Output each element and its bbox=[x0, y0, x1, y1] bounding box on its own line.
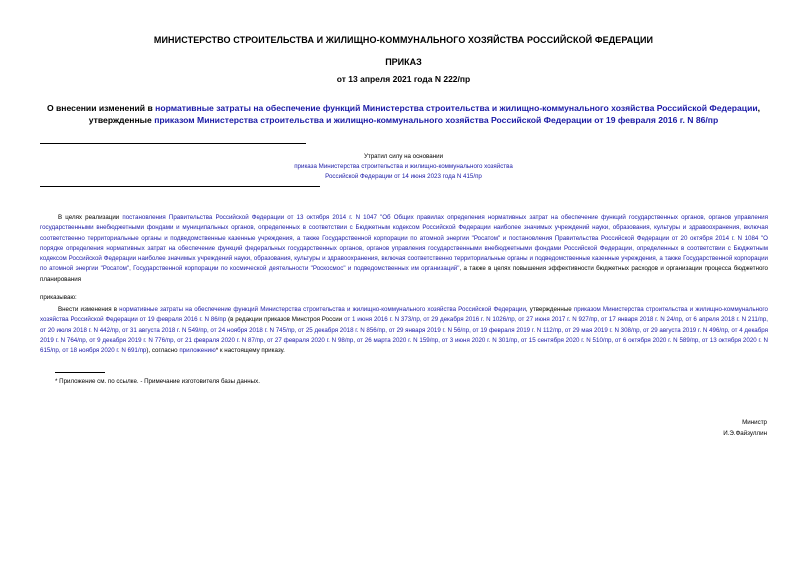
title-link-order[interactable]: приказом Министерства строительства и жилищно-коммунального хозяйства Российской Федерации от 19 февраля 2016 г. N 86/пр bbox=[154, 115, 719, 125]
preamble-paragraph bbox=[40, 213, 768, 285]
order-word: приказываю: bbox=[40, 294, 77, 301]
paragraph-text: , утвержденные bbox=[525, 306, 574, 313]
document-title bbox=[40, 102, 767, 126]
divider bbox=[40, 186, 320, 187]
paragraph-text: ), согласно bbox=[146, 347, 180, 355]
repeal-note bbox=[0, 152, 807, 182]
link-resolution-1047[interactable]: постановления Правительства Российской Федерации от 13 октября 2014 г. N 1047 "Об Общих правилах определения нормативных затрат на обеспечение функций государственных органов, органов управления государственными внебюджетными фондами и муниципальных органов, определенных в соответствии с Бюджетным кодексом Российской Федерации наиболее значимых учреждений науки, образования, культуры и здравоохранения, включая соответственно территориальные органы и подведомственные казенные учреждения, а также Государственной корпорации по атомной энергии "Росатом" и bbox=[40, 214, 768, 242]
link-appendix[interactable]: приложению bbox=[179, 347, 216, 355]
ministry-header: МИНИСТЕРСТВО СТРОИТЕЛЬСТВА И ЖИЛИЩНО-КОММУНАЛЬНОГО ХОЗЯЙСТВА РОССИЙСКОЙ ФЕДЕРАЦИИ bbox=[153, 35, 654, 45]
title-text: О внесении изменений в bbox=[46, 103, 156, 113]
paragraph-text: * к настоящему приказу. bbox=[215, 347, 285, 355]
divider bbox=[40, 143, 306, 144]
doc-date-number: от 13 апреля 2021 года N 222/пр bbox=[336, 74, 471, 84]
paragraph-text: В целях реализации bbox=[58, 214, 123, 221]
link-resolution-1084[interactable]: постановления Правительства Российской Федерации от 20 октября 2014 г. N 1084 "О порядке определения нормативных затрат на обеспечение функций федеральных государственных органов, органов управления государственными внебюджетными фондами Российской Федерации, определенных в соответствии с Бюджетным кодексом Российской Федерации наиболее значимых учреждений науки, образования, культуры и здравоохранения, включая соответственно территориальные органы и подведомственные казенные учреждения, а также Государственной корпорации по атомной энергии "Росатом", Государственной корпорации по космической деятельности "Роскосмос" и подведомственных им организаций" bbox=[40, 234, 768, 273]
order-paragraph bbox=[40, 305, 768, 356]
link-amendments[interactable]: от 1 июня 2016 г. N 373/пр, от 29 декабря 2016 г. N 1026/пр, от 27 июня 2017 г. N 927/пр, от 17 января 2018 г. N 24/пр, от 6 апреля 2018 г. N 211/пр, от 20 июля 2018 г. N 442/пр, от 31 августа 2018 г. N 549/пр, от 24 ноября 2018 г. N 745/пр, от 25 декабря 2018 г. N 856/пр, от 29 января 2019 г. N 56/пр, от 19 февраля 2019 г. N 112/пр, от 29 мая 2019 г. N 308/пр, от 29 августа 2019 г. N 496/пр, от 4 декабря 2019 г. N 764/пр, от 9 декабря 2019 г. N 776/пр, от 21 февраля 2020 г. N 87/пр, от 27 февраля 2020 г. N 98/пр, от 26 марта 2020 г. N 159/пр, от 3 июня 2020 г. N 301/пр, от 15 сентября 2020 г. N 510/пр, от 6 октября 2020 г. N 589/пр, от 13 октября 2020 г. N 615/пр, от 18 ноября 2020 г. N 691/пр bbox=[40, 316, 768, 355]
title-text: , утвержденные bbox=[88, 103, 761, 125]
signatory-name: И.Э.Файзуллин bbox=[723, 430, 767, 437]
repeal-line: Утратил силу на основании bbox=[363, 153, 444, 160]
paragraph-text: (в редакции приказов Минстроя России bbox=[226, 316, 345, 324]
paragraph-text: , а также в целях повышения эффективности бюджетных расходов и организации процесса бюджетного планирования bbox=[40, 265, 768, 283]
repeal-link[interactable]: приказа Министерства строительства и жилищно-коммунального хозяйства bbox=[294, 163, 513, 170]
doc-type: ПРИКАЗ bbox=[385, 57, 422, 67]
paragraph-text: Внести изменения в bbox=[58, 306, 120, 313]
link-costs[interactable]: нормативные затраты на обеспечение функций Министерства строительства и жилищно-коммунального хозяйства Российской Федерации bbox=[119, 306, 526, 313]
footnote: * Приложение см. по ссылке. - Примечание изготовителя базы данных. bbox=[55, 378, 260, 385]
signatory-position: Министр bbox=[742, 419, 767, 426]
footnote-divider bbox=[55, 372, 105, 373]
repeal-link[interactable]: Российской Федерации от 14 июня 2023 года N 415/пр bbox=[325, 173, 482, 180]
title-link-costs[interactable]: нормативные затраты на обеспечение функций Министерства строительства и жилищно-коммунального хозяйства Российской Федерации bbox=[155, 103, 758, 113]
link-order-86[interactable]: приказом Министерства строительства и жилищно-коммунального хозяйства Российской Федерации от 19 февраля 2016 г. N 86/пр bbox=[40, 306, 768, 324]
